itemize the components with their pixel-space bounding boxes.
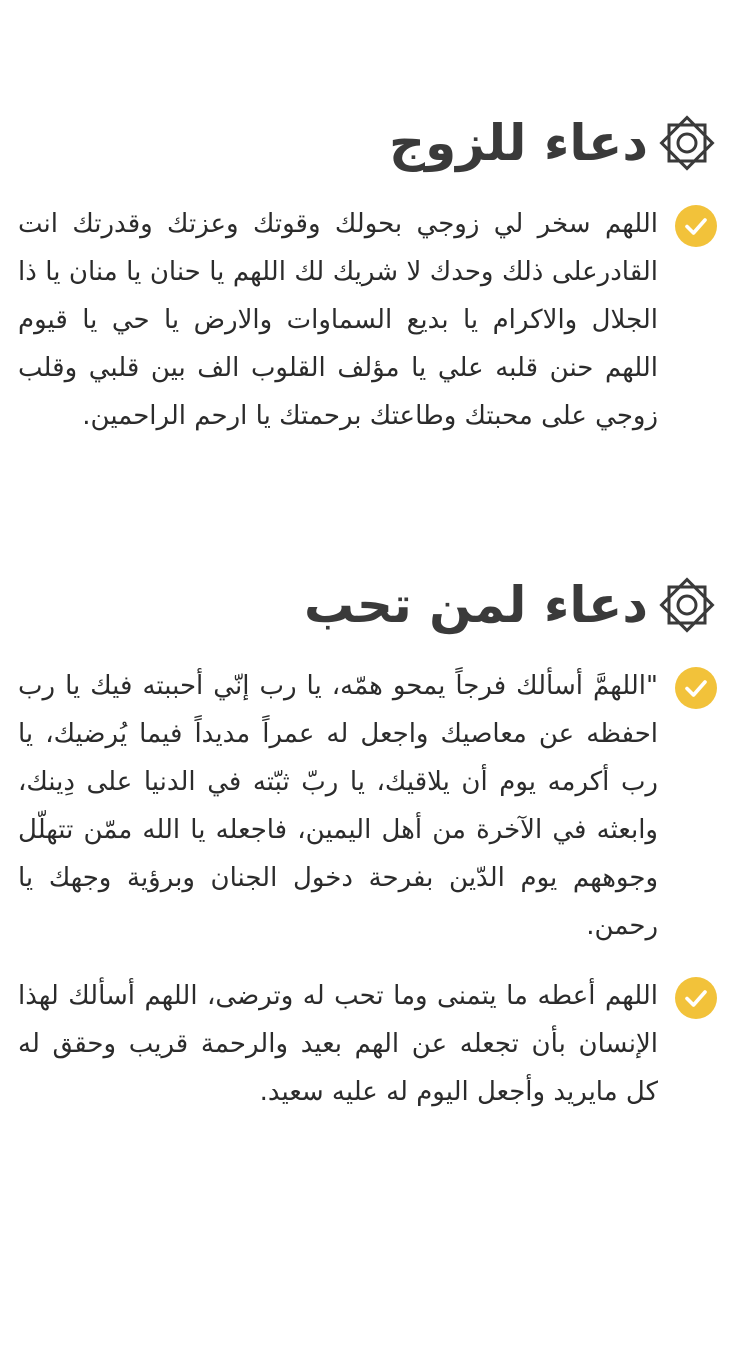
- section-title: دعاء لمن تحب: [304, 576, 648, 634]
- list-item-text: "اللهمَّ أسألك فرجاً يمحو همّه، يا رب إنّي أحببته فيك يا رب احفظه عن معاصيك واجعل له عمراً مديداً فيما يُرضيك، يا رب أكرمه يوم أن يلاقيك، يا ربّ ثبّته في الدنيا على دِينك، وابعثه في الآخرة من أهل اليمين، فاجعله يا الله ممّن تتهلّل وجوههم يوم الدّين بفرحة دخول الجنان وبرؤية وجهك يا رحمن.: [18, 671, 658, 941]
- yellow-checkmark-icon: [674, 204, 718, 248]
- list-item: [18, 200, 718, 440]
- section-title: دعاء للزوج: [389, 114, 648, 172]
- list-item: [18, 662, 718, 950]
- list-item: [18, 972, 718, 1116]
- section-dua-husband: [18, 112, 718, 440]
- yellow-checkmark-icon: [674, 666, 718, 710]
- section-heading: [18, 112, 718, 174]
- section-dua-beloved: [18, 574, 718, 1116]
- yellow-checkmark-icon: [674, 976, 718, 1020]
- star-octagram-icon: [656, 112, 718, 174]
- section-heading: [18, 574, 718, 636]
- list-item-text: اللهم أعطه ما يتمنى وما تحب له وترضى، اللهم أسألك لهذا الإنسان بأن تجعله عن الهم بعيد والرحمة قريب وحقق له كل مايريد وأجعل اليوم له عليه سعيد.: [18, 981, 658, 1107]
- list-item-text: اللهم سخر لي زوجي بحولك وقوتك وعزتك وقدرتك انت القادرعلى ذلك وحدك لا شريك لك اللهم يا حنان يا منان يا ذا الجلال والاكرام يا بديع السماوات والارض يا حي يا قيوم اللهم حنن قلبه علي يا مؤلف القلوب الف بين قلبي وقلب زوجي على محبتك وطاعتك برحمتك يا ارحم الراحمين.: [18, 209, 658, 431]
- star-octagram-icon: [656, 574, 718, 636]
